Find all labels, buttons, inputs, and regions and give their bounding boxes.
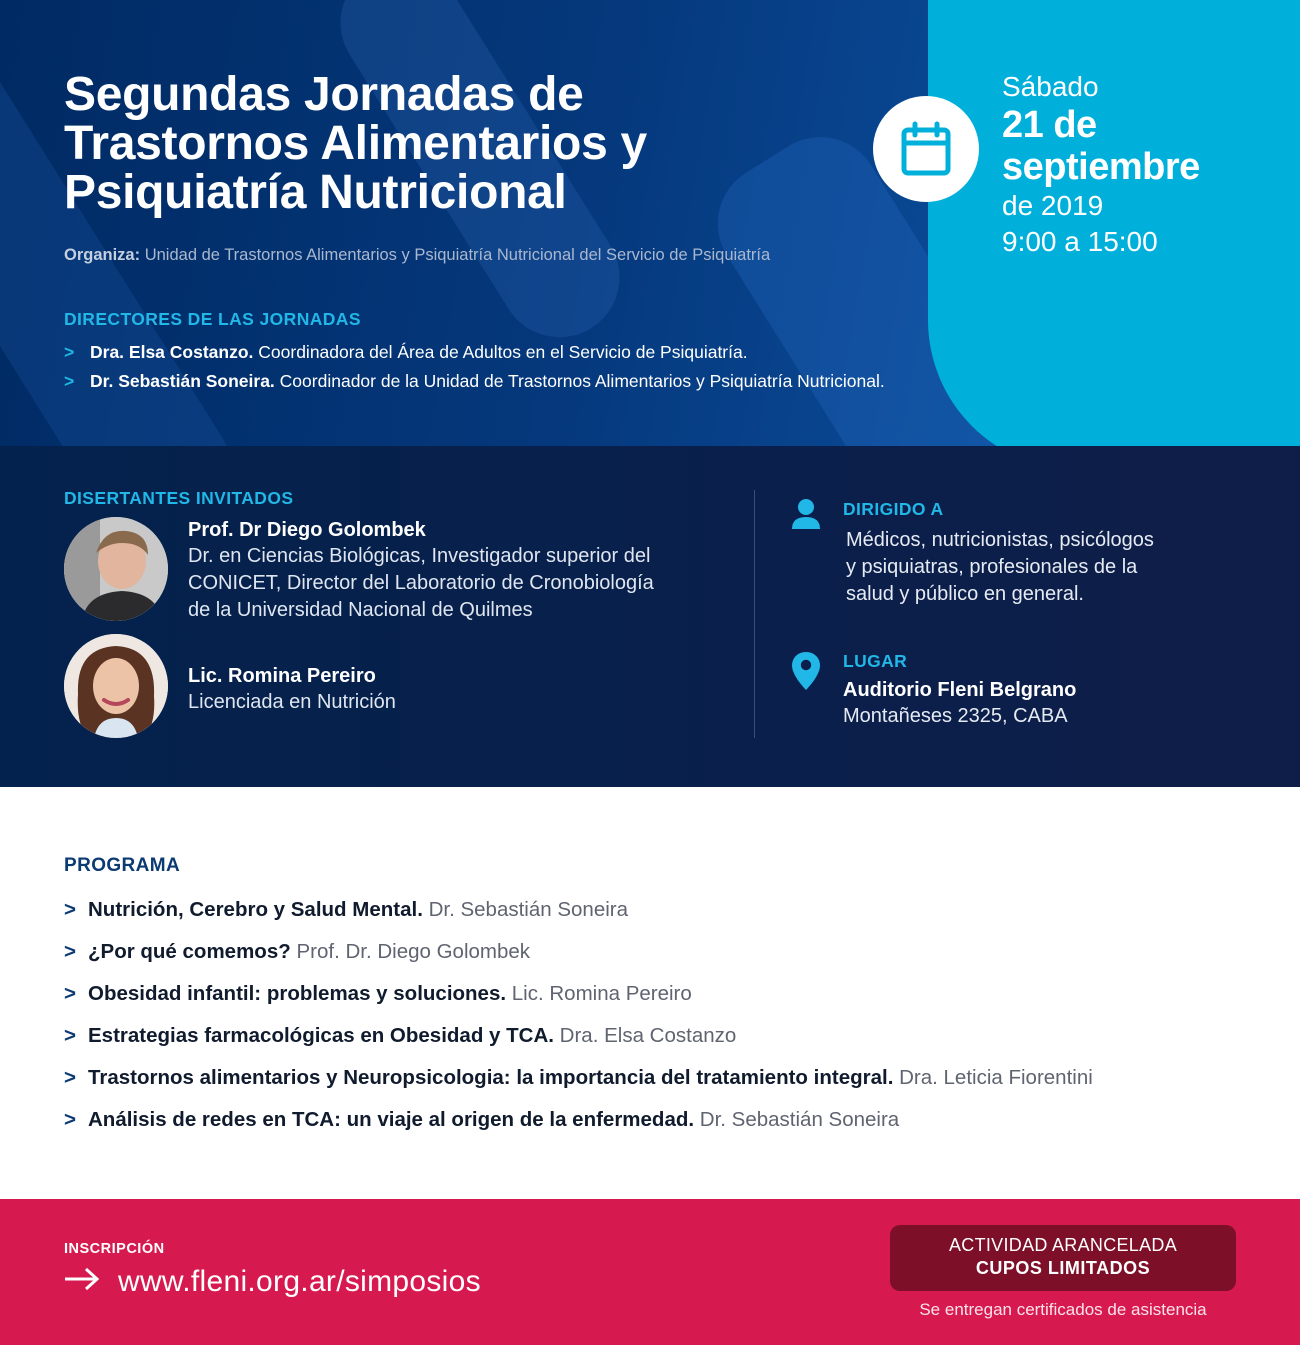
column-divider <box>754 490 755 738</box>
talk-speaker: Dra. Elsa Costanzo <box>559 1024 737 1047</box>
chevron-right-icon: > <box>64 898 76 921</box>
speakers-heading: DISERTANTES INVITADOS <box>64 488 294 508</box>
avatar <box>64 517 168 621</box>
chevron-right-icon: > <box>64 940 76 963</box>
certificates-note: Se entregan certificados de asistencia <box>919 1300 1207 1319</box>
director-role: Coordinador de la Unidad de Trastornos Alimentarios y Psiquiatría Nutricional. <box>279 371 885 391</box>
audience-line: Médicos, nutricionistas, psicólogos <box>846 529 1154 551</box>
title-line: Trastornos Alimentarios y <box>64 117 647 170</box>
talk-speaker: Dr. Sebastián Soneira <box>699 1108 900 1131</box>
directors-list <box>64 342 885 400</box>
talk-speaker: Lic. Romina Pereiro <box>511 982 692 1005</box>
program-item <box>64 1066 1093 1108</box>
program-item <box>64 898 1093 940</box>
talk-title: Análisis de redes en TCA: un viaje al origen de la enfermedad. <box>88 1108 695 1131</box>
speaker-description <box>188 689 396 716</box>
audience-text <box>846 527 1154 608</box>
date-time: 9:00 a 15:00 <box>1002 226 1158 257</box>
talk-title: ¿Por qué comemos? <box>88 940 291 963</box>
speaker-photo <box>64 517 168 621</box>
speaker-name: Lic. Romina Pereiro <box>188 665 376 687</box>
organizer-text: Unidad de Trastornos Alimentarios y Psiquiatría Nutricional del Servicio de Psiquiatría <box>144 246 771 264</box>
director-name: Dr. Sebastián Soneira. <box>90 371 275 391</box>
event-date <box>1002 70 1200 260</box>
chevron-right-icon: > <box>64 1066 76 1089</box>
event-header <box>0 0 1300 446</box>
date-month: septiembre <box>1002 146 1200 188</box>
registration-footer <box>0 1199 1300 1345</box>
program-heading: PROGRAMA <box>64 855 181 876</box>
speaker-description <box>188 543 654 624</box>
person-icon <box>790 498 822 530</box>
speaker-photo <box>64 634 168 738</box>
talk-speaker: Prof. Dr. Diego Golombek <box>296 940 531 963</box>
talk-title: Nutrición, Cerebro y Salud Mental. <box>88 898 423 921</box>
limited-seats-line: CUPOS LIMITADOS <box>975 1258 1151 1278</box>
location-pin-icon <box>791 651 821 691</box>
speakers-section <box>0 446 1300 787</box>
title-line: Psiquiatría Nutricional <box>64 166 567 219</box>
program-item <box>64 982 1093 1024</box>
chevron-right-icon: > <box>64 1024 76 1047</box>
program-item <box>64 1108 1093 1150</box>
audience-line: y psiquiatras, profesionales de la <box>846 556 1138 578</box>
description-line: CONICET, Director del Laboratorio de Cronobiología <box>188 572 654 594</box>
talk-speaker: Dra. Leticia Fiorentini <box>899 1066 1093 1089</box>
title-line: Segundas Jornadas de <box>64 68 584 121</box>
audience-heading: DIRIGIDO A <box>843 499 944 519</box>
date-day: 21 de <box>1002 104 1097 146</box>
organizer-label: Organiza: <box>64 246 141 264</box>
description-line: de la Universidad Nacional de Quilmes <box>188 599 533 621</box>
director-name: Dra. Elsa Costanzo. <box>90 342 254 362</box>
chevron-right-icon: > <box>64 371 75 391</box>
venue-address: Montañeses 2325, CABA <box>843 705 1068 727</box>
fee-badge-line: ACTIVIDAD ARANCELADA <box>948 1235 1178 1255</box>
chevron-right-icon: > <box>64 1108 76 1131</box>
program-item <box>64 940 1093 982</box>
venue-name: Auditorio Fleni Belgrano <box>843 679 1077 701</box>
talk-title: Obesidad infantil: problemas y soluciones. <box>88 982 507 1005</box>
talk-speaker: Dr. Sebastián Soneira <box>428 898 629 921</box>
director-item <box>64 371 885 392</box>
program-item <box>64 1024 1093 1066</box>
calendar-icon <box>900 121 952 177</box>
date-year: de 2019 <box>1002 190 1104 221</box>
calendar-badge <box>873 96 979 202</box>
talk-title: Estrategias farmacológicas en Obesidad y TCA. <box>88 1024 554 1047</box>
audience-line: salud y público en general. <box>846 583 1084 605</box>
fee-badge <box>890 1225 1236 1291</box>
arrow-right-icon <box>64 1267 100 1291</box>
speaker-name: Prof. Dr Diego Golombek <box>188 519 426 541</box>
directors-heading: DIRECTORES DE LAS JORNADAS <box>64 309 361 329</box>
event-title <box>64 70 647 217</box>
program-list <box>64 898 1093 1150</box>
date-weekday: Sábado <box>1002 71 1099 102</box>
avatar <box>64 634 168 738</box>
description-line: Dr. en Ciencias Biológicas, Investigador superior del <box>188 545 651 567</box>
director-item <box>64 342 885 363</box>
description-line: Licenciada en Nutrición <box>188 691 396 713</box>
organizer-line <box>64 246 770 265</box>
director-role: Coordinadora del Área de Adultos en el Servicio de Psiquiatría. <box>258 342 748 362</box>
talk-title: Trastornos alimentarios y Neuropsicologia: la importancia del tratamiento integral. <box>88 1066 894 1089</box>
chevron-right-icon: > <box>64 982 76 1005</box>
chevron-right-icon: > <box>64 342 75 362</box>
registration-link[interactable]: www.fleni.org.ar/simposios <box>118 1265 481 1298</box>
venue-heading: LUGAR <box>843 651 908 671</box>
registration-label: INSCRIPCIÓN <box>64 1241 165 1257</box>
